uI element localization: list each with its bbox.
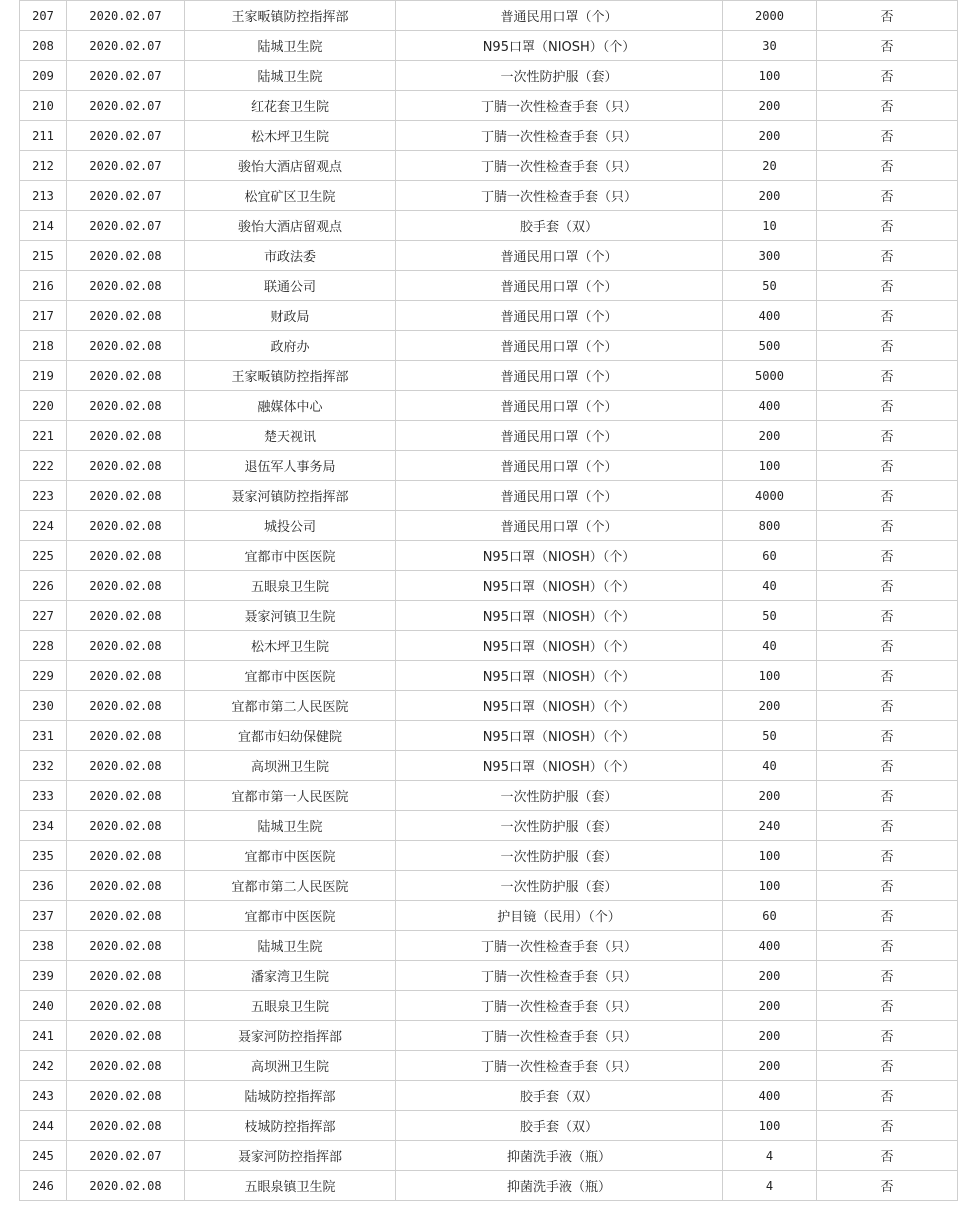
row-number: 234 [20, 811, 67, 841]
supply-item-cell: 普通民用口罩（个） [396, 481, 723, 511]
flag-cell: 否 [817, 661, 958, 691]
recipient-unit-cell: 陆城防控指挥部 [185, 1081, 396, 1111]
supply-item-cell: N95口罩（NIOSH）（个） [396, 541, 723, 571]
date-cell: 2020.02.08 [67, 511, 185, 541]
quantity-cell: 5000 [723, 361, 817, 391]
supply-item-cell: 普通民用口罩（个） [396, 391, 723, 421]
quantity-cell: 40 [723, 571, 817, 601]
supply-item-cell: 丁腈一次性检查手套（只） [396, 991, 723, 1021]
date-cell: 2020.02.08 [67, 301, 185, 331]
quantity-cell: 100 [723, 661, 817, 691]
flag-cell: 否 [817, 421, 958, 451]
quantity-cell: 200 [723, 1021, 817, 1051]
row-number: 215 [20, 241, 67, 271]
quantity-cell: 400 [723, 1081, 817, 1111]
quantity-cell: 40 [723, 751, 817, 781]
table-row [20, 451, 958, 481]
row-number: 245 [20, 1141, 67, 1171]
supply-item-cell: 一次性防护服（套） [396, 61, 723, 91]
flag-cell: 否 [817, 91, 958, 121]
row-number: 217 [20, 301, 67, 331]
recipient-unit-cell: 宜都市第二人民医院 [185, 691, 396, 721]
supply-item-cell: 普通民用口罩（个） [396, 331, 723, 361]
flag-cell: 否 [817, 1081, 958, 1111]
flag-cell: 否 [817, 571, 958, 601]
flag-cell: 否 [817, 991, 958, 1021]
supply-item-cell: 丁腈一次性检查手套（只） [396, 121, 723, 151]
quantity-cell: 50 [723, 721, 817, 751]
row-number: 230 [20, 691, 67, 721]
quantity-cell: 200 [723, 421, 817, 451]
flag-cell: 否 [817, 241, 958, 271]
table-row [20, 1171, 958, 1201]
table-row [20, 61, 958, 91]
table-row [20, 331, 958, 361]
recipient-unit-cell: 五眼泉镇卫生院 [185, 1171, 396, 1201]
supply-item-cell: 抑菌洗手液（瓶） [396, 1141, 723, 1171]
quantity-cell: 200 [723, 91, 817, 121]
supply-item-cell: 普通民用口罩（个） [396, 271, 723, 301]
flag-cell: 否 [817, 151, 958, 181]
recipient-unit-cell: 王家畈镇防控指挥部 [185, 361, 396, 391]
row-number: 222 [20, 451, 67, 481]
recipient-unit-cell: 楚天视讯 [185, 421, 396, 451]
supply-item-cell: 一次性防护服（套） [396, 811, 723, 841]
flag-cell: 否 [817, 61, 958, 91]
table-row [20, 511, 958, 541]
supply-item-cell: N95口罩（NIOSH）（个） [396, 571, 723, 601]
date-cell: 2020.02.08 [67, 1021, 185, 1051]
flag-cell: 否 [817, 721, 958, 751]
quantity-cell: 100 [723, 61, 817, 91]
date-cell: 2020.02.08 [67, 331, 185, 361]
recipient-unit-cell: 红花套卫生院 [185, 91, 396, 121]
supply-item-cell: 丁腈一次性检查手套（只） [396, 151, 723, 181]
supply-item-cell: 胶手套（双） [396, 1081, 723, 1111]
quantity-cell: 200 [723, 1051, 817, 1081]
recipient-unit-cell: 宜都市妇幼保健院 [185, 721, 396, 751]
date-cell: 2020.02.08 [67, 481, 185, 511]
date-cell: 2020.02.08 [67, 541, 185, 571]
date-cell: 2020.02.07 [67, 1141, 185, 1171]
table-row [20, 391, 958, 421]
flag-cell: 否 [817, 181, 958, 211]
row-number: 233 [20, 781, 67, 811]
date-cell: 2020.02.07 [67, 31, 185, 61]
date-cell: 2020.02.08 [67, 841, 185, 871]
quantity-cell: 100 [723, 871, 817, 901]
flag-cell: 否 [817, 871, 958, 901]
quantity-cell: 800 [723, 511, 817, 541]
supply-item-cell: 丁腈一次性检查手套（只） [396, 961, 723, 991]
row-number: 208 [20, 31, 67, 61]
table-row [20, 301, 958, 331]
supply-item-cell: 胶手套（双） [396, 211, 723, 241]
flag-cell: 否 [817, 541, 958, 571]
flag-cell: 否 [817, 121, 958, 151]
recipient-unit-cell: 聂家河镇卫生院 [185, 601, 396, 631]
flag-cell: 否 [817, 31, 958, 61]
recipient-unit-cell: 政府办 [185, 331, 396, 361]
flag-cell: 否 [817, 931, 958, 961]
recipient-unit-cell: 五眼泉卫生院 [185, 991, 396, 1021]
row-number: 219 [20, 361, 67, 391]
row-number: 209 [20, 61, 67, 91]
quantity-cell: 100 [723, 841, 817, 871]
quantity-cell: 100 [723, 451, 817, 481]
quantity-cell: 4000 [723, 481, 817, 511]
row-number: 240 [20, 991, 67, 1021]
row-number: 223 [20, 481, 67, 511]
date-cell: 2020.02.08 [67, 991, 185, 1021]
date-cell: 2020.02.07 [67, 61, 185, 91]
supply-item-cell: 丁腈一次性检查手套（只） [396, 91, 723, 121]
table-row [20, 811, 958, 841]
date-cell: 2020.02.07 [67, 151, 185, 181]
table-row [20, 991, 958, 1021]
recipient-unit-cell: 退伍军人事务局 [185, 451, 396, 481]
quantity-cell: 30 [723, 31, 817, 61]
supply-item-cell: 普通民用口罩（个） [396, 511, 723, 541]
row-number: 216 [20, 271, 67, 301]
recipient-unit-cell: 市政法委 [185, 241, 396, 271]
row-number: 220 [20, 391, 67, 421]
flag-cell: 否 [817, 751, 958, 781]
row-number: 221 [20, 421, 67, 451]
date-cell: 2020.02.08 [67, 241, 185, 271]
row-number: 232 [20, 751, 67, 781]
flag-cell: 否 [817, 511, 958, 541]
quantity-cell: 20 [723, 151, 817, 181]
table-row [20, 151, 958, 181]
supply-item-cell: N95口罩（NIOSH）（个） [396, 31, 723, 61]
flag-cell: 否 [817, 811, 958, 841]
quantity-cell: 200 [723, 781, 817, 811]
recipient-unit-cell: 联通公司 [185, 271, 396, 301]
table-row [20, 121, 958, 151]
table-row [20, 31, 958, 61]
recipient-unit-cell: 陆城卫生院 [185, 31, 396, 61]
flag-cell: 否 [817, 361, 958, 391]
table-row [20, 1, 958, 31]
recipient-unit-cell: 宜都市中医医院 [185, 841, 396, 871]
date-cell: 2020.02.07 [67, 1, 185, 31]
quantity-cell: 200 [723, 691, 817, 721]
table-row [20, 751, 958, 781]
date-cell: 2020.02.08 [67, 781, 185, 811]
quantity-cell: 400 [723, 301, 817, 331]
table-row [20, 211, 958, 241]
flag-cell: 否 [817, 481, 958, 511]
supply-item-cell: 普通民用口罩（个） [396, 301, 723, 331]
supply-item-cell: 丁腈一次性检查手套（只） [396, 181, 723, 211]
date-cell: 2020.02.08 [67, 601, 185, 631]
table-row [20, 571, 958, 601]
flag-cell: 否 [817, 271, 958, 301]
quantity-cell: 4 [723, 1171, 817, 1201]
supply-item-cell: 抑菌洗手液（瓶） [396, 1171, 723, 1201]
row-number: 243 [20, 1081, 67, 1111]
recipient-unit-cell: 宜都市第一人民医院 [185, 781, 396, 811]
row-number: 228 [20, 631, 67, 661]
quantity-cell: 500 [723, 331, 817, 361]
quantity-cell: 40 [723, 631, 817, 661]
quantity-cell: 400 [723, 931, 817, 961]
recipient-unit-cell: 潘家湾卫生院 [185, 961, 396, 991]
recipient-unit-cell: 聂家河防控指挥部 [185, 1021, 396, 1051]
recipient-unit-cell: 宜都市中医医院 [185, 541, 396, 571]
supply-item-cell: N95口罩（NIOSH）（个） [396, 751, 723, 781]
flag-cell: 否 [817, 1051, 958, 1081]
flag-cell: 否 [817, 601, 958, 631]
flag-cell: 否 [817, 691, 958, 721]
row-number: 244 [20, 1111, 67, 1141]
table-row [20, 421, 958, 451]
quantity-cell: 2000 [723, 1, 817, 31]
table-row [20, 781, 958, 811]
flag-cell: 否 [817, 1021, 958, 1051]
flag-cell: 否 [817, 211, 958, 241]
table-row [20, 1111, 958, 1141]
date-cell: 2020.02.07 [67, 91, 185, 121]
table-bottom-edge [19, 1200, 957, 1208]
row-number: 226 [20, 571, 67, 601]
row-number: 231 [20, 721, 67, 751]
table-row [20, 601, 958, 631]
date-cell: 2020.02.08 [67, 391, 185, 421]
table-row [20, 1021, 958, 1051]
supply-item-cell: 普通民用口罩（个） [396, 421, 723, 451]
flag-cell: 否 [817, 841, 958, 871]
table-row [20, 841, 958, 871]
table-row [20, 271, 958, 301]
flag-cell: 否 [817, 631, 958, 661]
table-row [20, 91, 958, 121]
recipient-unit-cell: 陆城卫生院 [185, 61, 396, 91]
supply-item-cell: N95口罩（NIOSH）（个） [396, 631, 723, 661]
quantity-cell: 200 [723, 961, 817, 991]
flag-cell: 否 [817, 331, 958, 361]
quantity-cell: 4 [723, 1141, 817, 1171]
row-number: 213 [20, 181, 67, 211]
quantity-cell: 300 [723, 241, 817, 271]
table-row [20, 631, 958, 661]
supply-item-cell: 丁腈一次性检查手套（只） [396, 1051, 723, 1081]
row-number: 236 [20, 871, 67, 901]
date-cell: 2020.02.08 [67, 571, 185, 601]
recipient-unit-cell: 财政局 [185, 301, 396, 331]
date-cell: 2020.02.08 [67, 271, 185, 301]
supply-item-cell: 护目镜（民用）（个） [396, 901, 723, 931]
table-row [20, 1141, 958, 1171]
date-cell: 2020.02.07 [67, 181, 185, 211]
flag-cell: 否 [817, 1171, 958, 1201]
row-number: 225 [20, 541, 67, 571]
table-row [20, 661, 958, 691]
date-cell: 2020.02.08 [67, 871, 185, 901]
recipient-unit-cell: 陆城卫生院 [185, 931, 396, 961]
date-cell: 2020.02.08 [67, 1051, 185, 1081]
table-body [20, 1, 958, 1201]
donation-table [19, 0, 958, 1201]
supply-item-cell: N95口罩（NIOSH）（个） [396, 691, 723, 721]
supply-item-cell: 一次性防护服（套） [396, 871, 723, 901]
quantity-cell: 50 [723, 271, 817, 301]
table-row [20, 901, 958, 931]
supply-item-cell: N95口罩（NIOSH）（个） [396, 601, 723, 631]
recipient-unit-cell: 松木坪卫生院 [185, 121, 396, 151]
table-row [20, 241, 958, 271]
quantity-cell: 200 [723, 121, 817, 151]
recipient-unit-cell: 宜都市中医医院 [185, 901, 396, 931]
date-cell: 2020.02.08 [67, 361, 185, 391]
row-number: 241 [20, 1021, 67, 1051]
quantity-cell: 60 [723, 901, 817, 931]
flag-cell: 否 [817, 961, 958, 991]
recipient-unit-cell: 王家畈镇防控指挥部 [185, 1, 396, 31]
date-cell: 2020.02.08 [67, 421, 185, 451]
recipient-unit-cell: 松宜矿区卫生院 [185, 181, 396, 211]
date-cell: 2020.02.08 [67, 751, 185, 781]
table-row [20, 541, 958, 571]
supply-item-cell: 普通民用口罩（个） [396, 361, 723, 391]
table-row [20, 721, 958, 751]
flag-cell: 否 [817, 391, 958, 421]
table-row [20, 871, 958, 901]
quantity-cell: 200 [723, 991, 817, 1021]
date-cell: 2020.02.08 [67, 931, 185, 961]
recipient-unit-cell: 高坝洲卫生院 [185, 751, 396, 781]
date-cell: 2020.02.08 [67, 451, 185, 481]
date-cell: 2020.02.08 [67, 661, 185, 691]
date-cell: 2020.02.08 [67, 1111, 185, 1141]
recipient-unit-cell: 融媒体中心 [185, 391, 396, 421]
date-cell: 2020.02.08 [67, 1171, 185, 1201]
row-number: 227 [20, 601, 67, 631]
quantity-cell: 400 [723, 391, 817, 421]
flag-cell: 否 [817, 781, 958, 811]
supply-item-cell: 普通民用口罩（个） [396, 241, 723, 271]
date-cell: 2020.02.08 [67, 811, 185, 841]
recipient-unit-cell: 宜都市中医医院 [185, 661, 396, 691]
supply-item-cell: 普通民用口罩（个） [396, 451, 723, 481]
supply-item-cell: 胶手套（双） [396, 1111, 723, 1141]
date-cell: 2020.02.08 [67, 1081, 185, 1111]
recipient-unit-cell: 骏怡大酒店留观点 [185, 211, 396, 241]
recipient-unit-cell: 城投公司 [185, 511, 396, 541]
table-row [20, 931, 958, 961]
date-cell: 2020.02.07 [67, 121, 185, 151]
date-cell: 2020.02.08 [67, 721, 185, 751]
row-number: 224 [20, 511, 67, 541]
row-number: 211 [20, 121, 67, 151]
flag-cell: 否 [817, 1, 958, 31]
recipient-unit-cell: 聂家河防控指挥部 [185, 1141, 396, 1171]
recipient-unit-cell: 宜都市第二人民医院 [185, 871, 396, 901]
supply-item-cell: N95口罩（NIOSH）（个） [396, 661, 723, 691]
recipient-unit-cell: 高坝洲卫生院 [185, 1051, 396, 1081]
date-cell: 2020.02.08 [67, 631, 185, 661]
recipient-unit-cell: 陆城卫生院 [185, 811, 396, 841]
flag-cell: 否 [817, 301, 958, 331]
row-number: 210 [20, 91, 67, 121]
supply-item-cell: 一次性防护服（套） [396, 841, 723, 871]
supply-item-cell: 一次性防护服（套） [396, 781, 723, 811]
row-number: 214 [20, 211, 67, 241]
recipient-unit-cell: 聂家河镇防控指挥部 [185, 481, 396, 511]
row-number: 218 [20, 331, 67, 361]
supply-item-cell: 丁腈一次性检查手套（只） [396, 931, 723, 961]
flag-cell: 否 [817, 1111, 958, 1141]
table-row [20, 361, 958, 391]
flag-cell: 否 [817, 901, 958, 931]
row-number: 212 [20, 151, 67, 181]
row-number: 229 [20, 661, 67, 691]
table-row [20, 481, 958, 511]
table-row [20, 691, 958, 721]
table-row [20, 1051, 958, 1081]
quantity-cell: 10 [723, 211, 817, 241]
date-cell: 2020.02.07 [67, 211, 185, 241]
row-number: 246 [20, 1171, 67, 1201]
row-number: 237 [20, 901, 67, 931]
row-number: 238 [20, 931, 67, 961]
date-cell: 2020.02.08 [67, 961, 185, 991]
quantity-cell: 240 [723, 811, 817, 841]
row-number: 242 [20, 1051, 67, 1081]
supply-item-cell: 丁腈一次性检查手套（只） [396, 1021, 723, 1051]
table-row [20, 181, 958, 211]
quantity-cell: 50 [723, 601, 817, 631]
quantity-cell: 60 [723, 541, 817, 571]
row-number: 235 [20, 841, 67, 871]
supply-item-cell: N95口罩（NIOSH）（个） [396, 721, 723, 751]
table-row [20, 961, 958, 991]
flag-cell: 否 [817, 1141, 958, 1171]
supply-item-cell: 普通民用口罩（个） [396, 1, 723, 31]
quantity-cell: 100 [723, 1111, 817, 1141]
quantity-cell: 200 [723, 181, 817, 211]
recipient-unit-cell: 枝城防控指挥部 [185, 1111, 396, 1141]
row-number: 207 [20, 1, 67, 31]
recipient-unit-cell: 松木坪卫生院 [185, 631, 396, 661]
table-row [20, 1081, 958, 1111]
recipient-unit-cell: 骏怡大酒店留观点 [185, 151, 396, 181]
row-number: 239 [20, 961, 67, 991]
date-cell: 2020.02.08 [67, 691, 185, 721]
flag-cell: 否 [817, 451, 958, 481]
date-cell: 2020.02.08 [67, 901, 185, 931]
recipient-unit-cell: 五眼泉卫生院 [185, 571, 396, 601]
